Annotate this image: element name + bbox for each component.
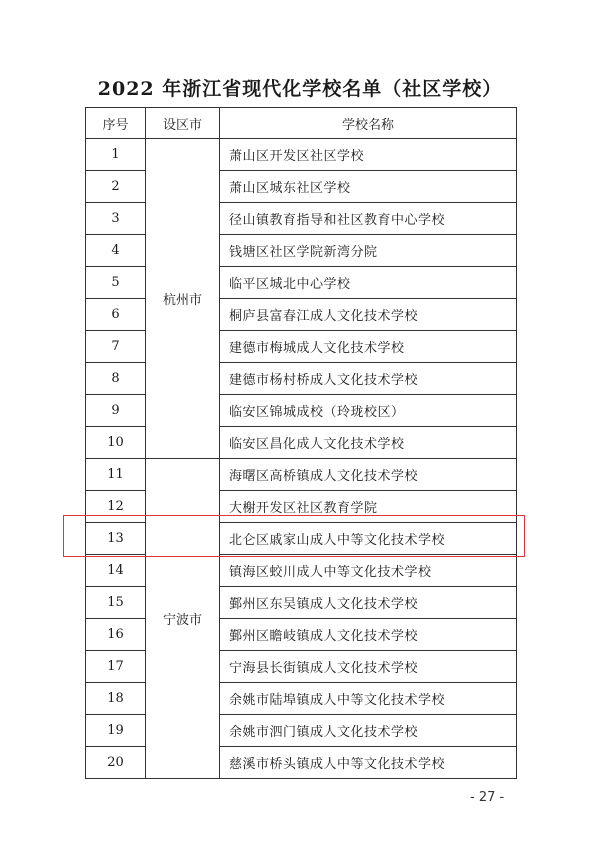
row-seq: 19 xyxy=(86,715,146,747)
page-number: - 27 - xyxy=(470,790,505,805)
row-seq: 17 xyxy=(86,651,146,683)
row-seq: 6 xyxy=(86,299,146,331)
row-seq: 8 xyxy=(86,363,146,395)
row-school-name: 临平区城北中心学校 xyxy=(220,267,517,299)
table-row xyxy=(86,139,517,171)
row-school-name: 北仑区戚家山成人中等文化技术学校 xyxy=(220,523,517,555)
row-school-name: 大榭开发区社区教育学院 xyxy=(220,491,517,523)
row-school-name: 鄞州区东吴镇成人文化技术学校 xyxy=(220,587,517,619)
row-seq: 14 xyxy=(86,555,146,587)
row-school-name: 临安区锦城成校（玲珑校区） xyxy=(220,395,517,427)
row-school-name: 建德市杨村桥成人文化技术学校 xyxy=(220,363,517,395)
row-seq: 3 xyxy=(86,203,146,235)
row-school-name: 鄞州区瞻岐镇成人文化技术学校 xyxy=(220,619,517,651)
row-seq: 11 xyxy=(86,459,146,491)
row-seq: 12 xyxy=(86,491,146,523)
row-seq: 7 xyxy=(86,331,146,363)
row-school-name: 海曙区高桥镇成人文化技术学校 xyxy=(220,459,517,491)
row-school-name: 余姚市陆埠镇成人中等文化技术学校 xyxy=(220,683,517,715)
row-school-name: 钱塘区社区学院新湾分院 xyxy=(220,235,517,267)
row-school-name: 萧山区城东社区学校 xyxy=(220,171,517,203)
row-school-name: 临安区昌化成人文化技术学校 xyxy=(220,427,517,459)
row-school-name: 镇海区蛟川成人中等文化技术学校 xyxy=(220,555,517,587)
header-school: 学校名称 xyxy=(220,108,517,139)
row-seq: 9 xyxy=(86,395,146,427)
row-school-name: 萧山区开发区社区学校 xyxy=(220,139,517,171)
row-seq: 18 xyxy=(86,683,146,715)
row-school-name: 桐庐县富春江成人文化技术学校 xyxy=(220,299,517,331)
highlight-box xyxy=(63,515,525,557)
row-school-name: 建德市梅城成人文化技术学校 xyxy=(220,331,517,363)
page-title: 2022 年浙江省现代化学校名单（社区学校） xyxy=(97,78,503,100)
row-seq: 10 xyxy=(86,427,146,459)
row-school-name: 慈溪市桥头镇成人中等文化技术学校 xyxy=(220,747,517,779)
row-school-name: 宁海县长街镇成人文化技术学校 xyxy=(220,651,517,683)
row-seq: 1 xyxy=(86,139,146,171)
row-school-name: 余姚市泗门镇成人文化技术学校 xyxy=(220,715,517,747)
row-seq: 2 xyxy=(86,171,146,203)
table-header-row xyxy=(86,108,517,139)
row-seq: 16 xyxy=(86,619,146,651)
row-school-name: 径山镇教育指导和社区教育中心学校 xyxy=(220,203,517,235)
header-city: 设区市 xyxy=(146,108,220,139)
city-cell: 杭州市 xyxy=(146,139,220,459)
row-seq: 4 xyxy=(86,235,146,267)
school-table xyxy=(85,107,517,779)
table-row xyxy=(86,459,517,491)
header-seq: 序号 xyxy=(86,108,146,139)
city-cell: 宁波市 xyxy=(146,459,220,779)
row-seq: 15 xyxy=(86,587,146,619)
row-seq: 20 xyxy=(86,747,146,779)
row-seq: 5 xyxy=(86,267,146,299)
row-seq: 13 xyxy=(86,523,146,555)
